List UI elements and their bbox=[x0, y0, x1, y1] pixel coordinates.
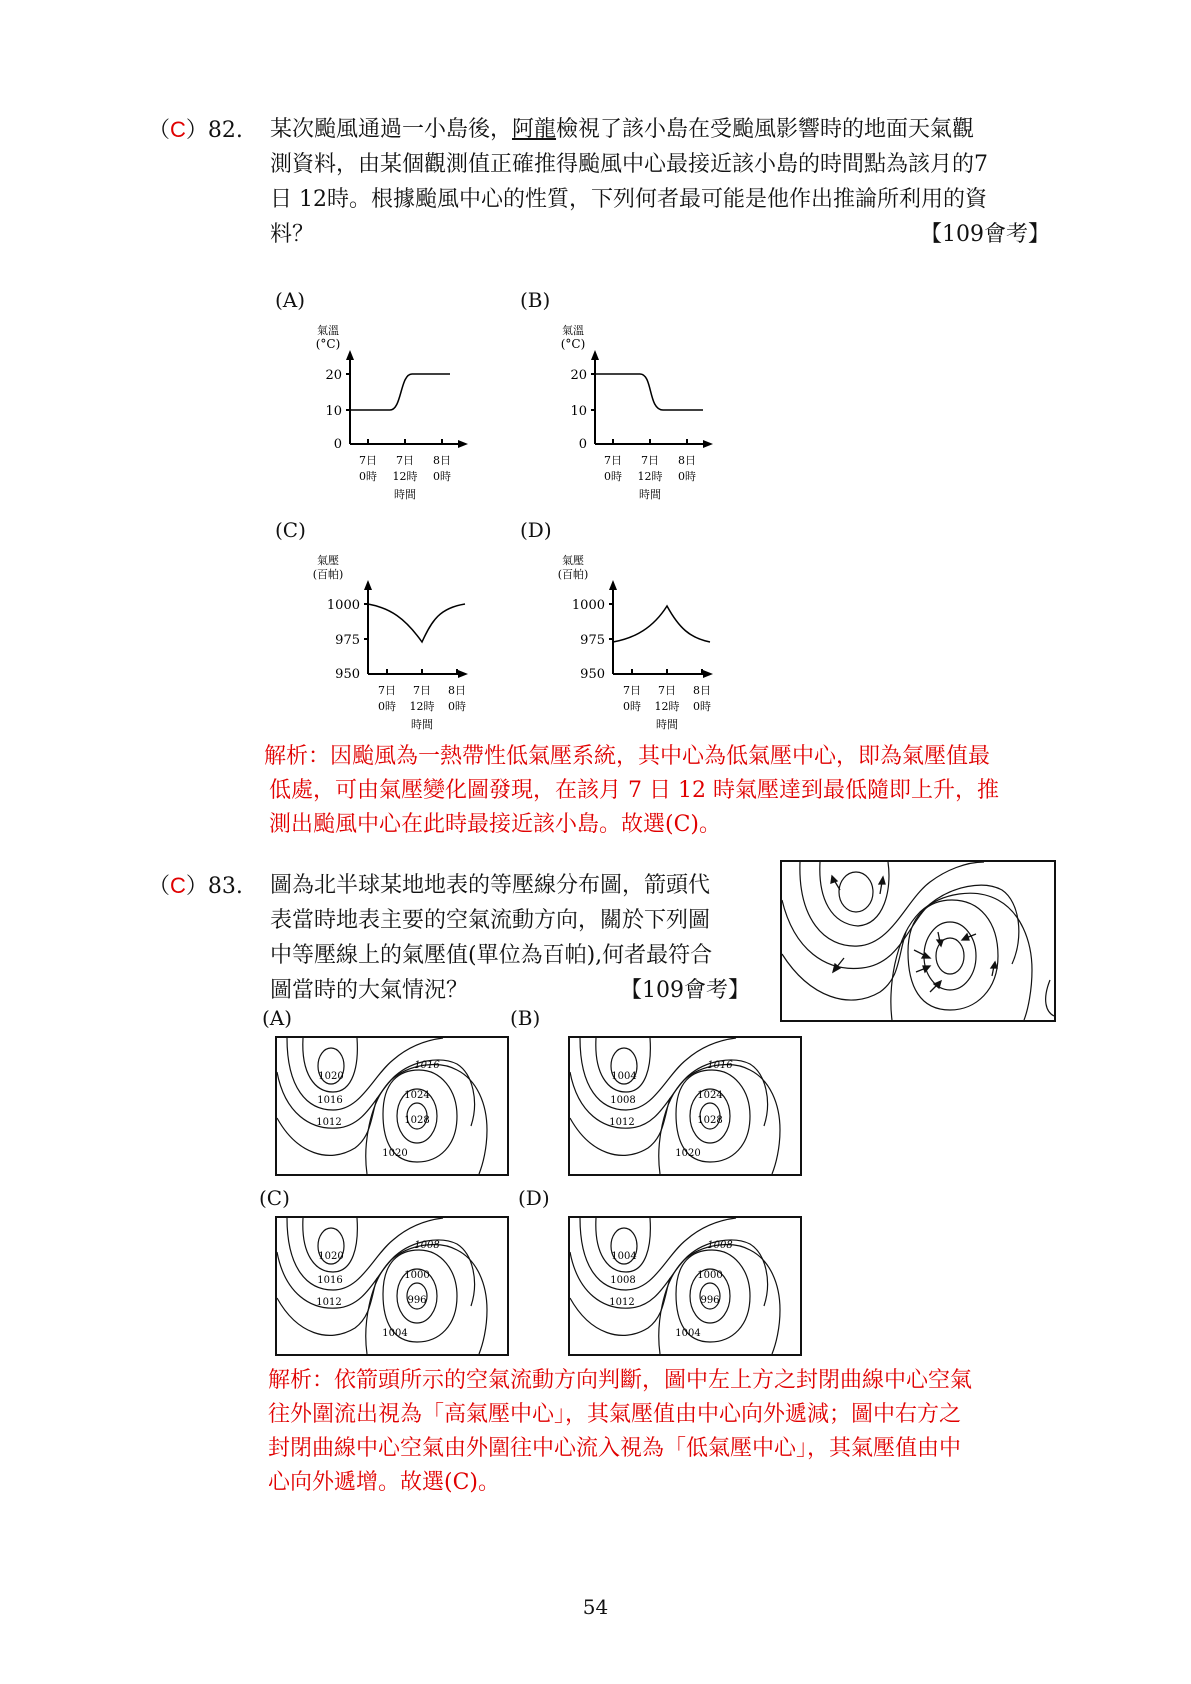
x-tick-day: 7日 bbox=[658, 684, 676, 697]
q82-explanation-line-1: 解析：因颱風為一熱帶性低氣壓系統，其中心為低氣壓中心，即為氣壓值最 bbox=[264, 744, 991, 769]
label-bottom: 1004 bbox=[675, 1328, 701, 1339]
q83-map-b bbox=[568, 1036, 802, 1176]
q83-explanation-line-2: 往外圍流出視為「高氣壓中心」，其氣壓值由中心向外遞減；圖中右方之 bbox=[268, 1402, 962, 1427]
label-bottom: 1004 bbox=[382, 1328, 408, 1339]
label-left-inner: 1004 bbox=[611, 1071, 637, 1082]
q82-explanation-line-2: 低處，可由氣壓變化圖發現，在該月 7 日 12 時氣壓達到最低隨即上升，推 bbox=[269, 778, 999, 803]
q82-graph-b bbox=[545, 318, 725, 508]
q82-explanation bbox=[264, 740, 1064, 842]
q82-line-1: 某次颱風通過一小島後，阿龍檢視了該小島在受颱風影響時的地面天氣觀 bbox=[270, 117, 975, 142]
q82-explanation-line-3: 測出颱風中心在此時最接近該小島。故選(C)。 bbox=[269, 812, 722, 837]
q83-number: 83. bbox=[207, 874, 243, 899]
q83-line-4: 圖當時的大氣情況？ 【109會考】 bbox=[270, 973, 750, 1008]
x-tick-day: 7日 bbox=[641, 454, 659, 467]
label-right-mid: 1024 bbox=[404, 1090, 430, 1101]
y-tick-label: 1000 bbox=[326, 598, 360, 613]
label-top: 1016 bbox=[414, 1060, 440, 1071]
y-tick-label: 0 bbox=[578, 437, 587, 452]
label-top: 1008 bbox=[414, 1240, 440, 1251]
q82-open-paren: （ bbox=[148, 118, 171, 143]
q82-graph-a bbox=[300, 318, 480, 508]
label-right-inner: 996 bbox=[700, 1295, 720, 1306]
label-right-mid: 1000 bbox=[404, 1270, 430, 1281]
label-left-inner: 1020 bbox=[318, 1251, 344, 1262]
q83-line-2: 表當時地表主要的空氣流動方向，關於下列圖 bbox=[270, 908, 711, 933]
q82-stem bbox=[270, 112, 1050, 252]
q82-number: 82. bbox=[207, 118, 243, 143]
label-left-inner: 1004 bbox=[611, 1251, 637, 1262]
q82-label-c: (C) bbox=[275, 518, 306, 542]
label-right-mid: 1000 bbox=[697, 1270, 723, 1281]
q82-label-d: (D) bbox=[520, 518, 552, 542]
q83-map-c bbox=[275, 1216, 509, 1356]
y-axis-arrow-icon bbox=[364, 580, 372, 590]
x-tick-hour: 0時 bbox=[623, 700, 641, 713]
x-tick-day: 7日 bbox=[604, 454, 622, 467]
q83-map-a bbox=[275, 1036, 509, 1176]
x-tick-hour: 12時 bbox=[654, 700, 680, 713]
x-tick-day: 8日 bbox=[678, 454, 696, 467]
x-tick-hour: 0時 bbox=[693, 700, 711, 713]
y-tick-label: 0 bbox=[333, 437, 342, 452]
pressure-curve-dip bbox=[368, 604, 465, 642]
x-axis-arrow-icon bbox=[703, 440, 713, 448]
x-tick-hour: 12時 bbox=[409, 700, 435, 713]
label-left-inner: 1020 bbox=[318, 1071, 344, 1082]
y-tick-label: 975 bbox=[335, 633, 360, 648]
q82-close-paren: ） bbox=[185, 118, 208, 143]
temp-axis-label-1: 氣溫 bbox=[562, 324, 584, 337]
pressure-axis-label-2: (百帕) bbox=[557, 568, 589, 581]
label-left-outer: 1012 bbox=[316, 1297, 342, 1308]
q83-explanation bbox=[268, 1364, 1058, 1500]
temp-axis-label-2: (°C) bbox=[560, 337, 586, 351]
q82-person-name: 阿龍 bbox=[512, 117, 557, 142]
q83-line-1: 圖為北半球某地地表的等壓線分布圖，箭頭代 bbox=[270, 873, 711, 898]
x-tick-day: 8日 bbox=[433, 454, 451, 467]
q83-label-d: (D) bbox=[518, 1186, 550, 1210]
q82-graph-d bbox=[545, 548, 725, 738]
q83-line-3: 中等壓線上的氣壓值(單位為百帕),何者最符合 bbox=[270, 943, 713, 968]
x-tick-day: 8日 bbox=[448, 684, 466, 697]
q83-explanation-line-1: 解析：依箭頭所示的空氣流動方向判斷，圖中左上方之封閉曲線中心空氣 bbox=[268, 1368, 973, 1393]
y-tick-label: 975 bbox=[580, 633, 605, 648]
label-top: 1008 bbox=[707, 1240, 733, 1251]
label-left-outer: 1012 bbox=[609, 1297, 635, 1308]
y-tick-label: 20 bbox=[325, 368, 342, 383]
x-axis-arrow-icon bbox=[458, 670, 468, 678]
q83-reference-isobar-map bbox=[780, 860, 1056, 1022]
label-left-mid: 1016 bbox=[317, 1095, 343, 1106]
q82-header bbox=[148, 112, 243, 148]
x-tick-hour: 0時 bbox=[433, 470, 451, 483]
label-bottom: 1020 bbox=[382, 1148, 408, 1159]
q82-source: 【109會考】 bbox=[920, 222, 1050, 247]
x-tick-hour: 0時 bbox=[678, 470, 696, 483]
y-tick-label: 950 bbox=[580, 667, 605, 682]
x-axis-arrow-icon bbox=[703, 670, 713, 678]
q82-graph-c bbox=[300, 548, 480, 738]
x-axis-label: 時間 bbox=[639, 488, 661, 501]
label-left-outer: 1012 bbox=[316, 1117, 342, 1128]
q83-open-paren: （ bbox=[148, 874, 171, 899]
x-tick-day: 7日 bbox=[359, 454, 377, 467]
label-right-inner: 1028 bbox=[404, 1115, 430, 1126]
q82-line-3: 日 12時。根據颱風中心的性質，下列何者最可能是他作出推論所利用的資 bbox=[270, 187, 987, 212]
y-axis-arrow-icon bbox=[346, 350, 354, 360]
x-axis-arrow-icon bbox=[458, 440, 468, 448]
q83-label-a: (A) bbox=[262, 1006, 293, 1030]
x-axis-label: 時間 bbox=[411, 718, 433, 731]
y-tick-label: 950 bbox=[335, 667, 360, 682]
q82-label-b: (B) bbox=[520, 288, 551, 312]
x-axis-label: 時間 bbox=[656, 718, 678, 731]
x-tick-day: 7日 bbox=[413, 684, 431, 697]
q83-close-paren: ） bbox=[185, 874, 208, 899]
temperature-curve-falling bbox=[595, 374, 703, 410]
q83-answer: C bbox=[170, 873, 186, 898]
q82-answer: C bbox=[170, 117, 186, 142]
y-tick-label: 20 bbox=[570, 368, 587, 383]
q83-header bbox=[148, 868, 243, 904]
q82-line-2: 測資料，由某個觀測值正確推得颱風中心最接近該小島的時間點為該月的7 bbox=[270, 152, 988, 177]
map-frame bbox=[781, 861, 1055, 1021]
pressure-axis-label-1: 氣壓 bbox=[317, 554, 339, 567]
label-left-mid: 1008 bbox=[610, 1095, 636, 1106]
label-bottom: 1020 bbox=[675, 1148, 701, 1159]
label-left-mid: 1016 bbox=[317, 1275, 343, 1286]
page-number: 54 bbox=[582, 1595, 609, 1619]
x-tick-hour: 0時 bbox=[604, 470, 622, 483]
y-tick-label: 10 bbox=[570, 404, 587, 419]
pressure-curve-peak bbox=[613, 606, 710, 642]
x-tick-hour: 12時 bbox=[392, 470, 418, 483]
temperature-curve-rising bbox=[350, 374, 450, 410]
label-left-mid: 1008 bbox=[610, 1275, 636, 1286]
q83-label-b: (B) bbox=[510, 1006, 541, 1030]
q82-label-a: (A) bbox=[275, 288, 306, 312]
x-tick-hour: 0時 bbox=[359, 470, 377, 483]
label-top: 1016 bbox=[707, 1060, 733, 1071]
y-axis-arrow-icon bbox=[591, 350, 599, 360]
y-axis-arrow-icon bbox=[609, 580, 617, 590]
x-axis-label: 時間 bbox=[394, 488, 416, 501]
q83-stem bbox=[270, 868, 750, 1008]
label-right-inner: 996 bbox=[407, 1295, 427, 1306]
x-tick-day: 8日 bbox=[693, 684, 711, 697]
x-tick-day: 7日 bbox=[396, 454, 414, 467]
q83-explanation-line-4: 心向外遞增。故選(C)。 bbox=[268, 1470, 500, 1495]
y-tick-label: 10 bbox=[325, 404, 342, 419]
x-tick-hour: 12時 bbox=[637, 470, 663, 483]
x-tick-day: 7日 bbox=[378, 684, 396, 697]
q83-map-d bbox=[568, 1216, 802, 1356]
temp-axis-label-1: 氣溫 bbox=[317, 324, 339, 337]
x-tick-hour: 0時 bbox=[378, 700, 396, 713]
x-tick-hour: 0時 bbox=[448, 700, 466, 713]
x-tick-day: 7日 bbox=[623, 684, 641, 697]
q83-source: 【109會考】 bbox=[620, 978, 750, 1003]
q83-explanation-line-3: 封閉曲線中心空氣由外圍往中心流入視為「低氣壓中心」，其氣壓值由中 bbox=[268, 1436, 962, 1461]
label-right-inner: 1028 bbox=[697, 1115, 723, 1126]
label-right-mid: 1024 bbox=[697, 1090, 723, 1101]
temp-axis-label-2: (°C) bbox=[315, 337, 341, 351]
pressure-axis-label-1: 氣壓 bbox=[562, 554, 584, 567]
label-left-outer: 1012 bbox=[609, 1117, 635, 1128]
y-tick-label: 1000 bbox=[571, 598, 605, 613]
q82-line-4: 料？ 【109會考】 bbox=[270, 217, 1050, 252]
pressure-axis-label-2: (百帕) bbox=[312, 568, 344, 581]
q83-label-c: (C) bbox=[259, 1186, 290, 1210]
